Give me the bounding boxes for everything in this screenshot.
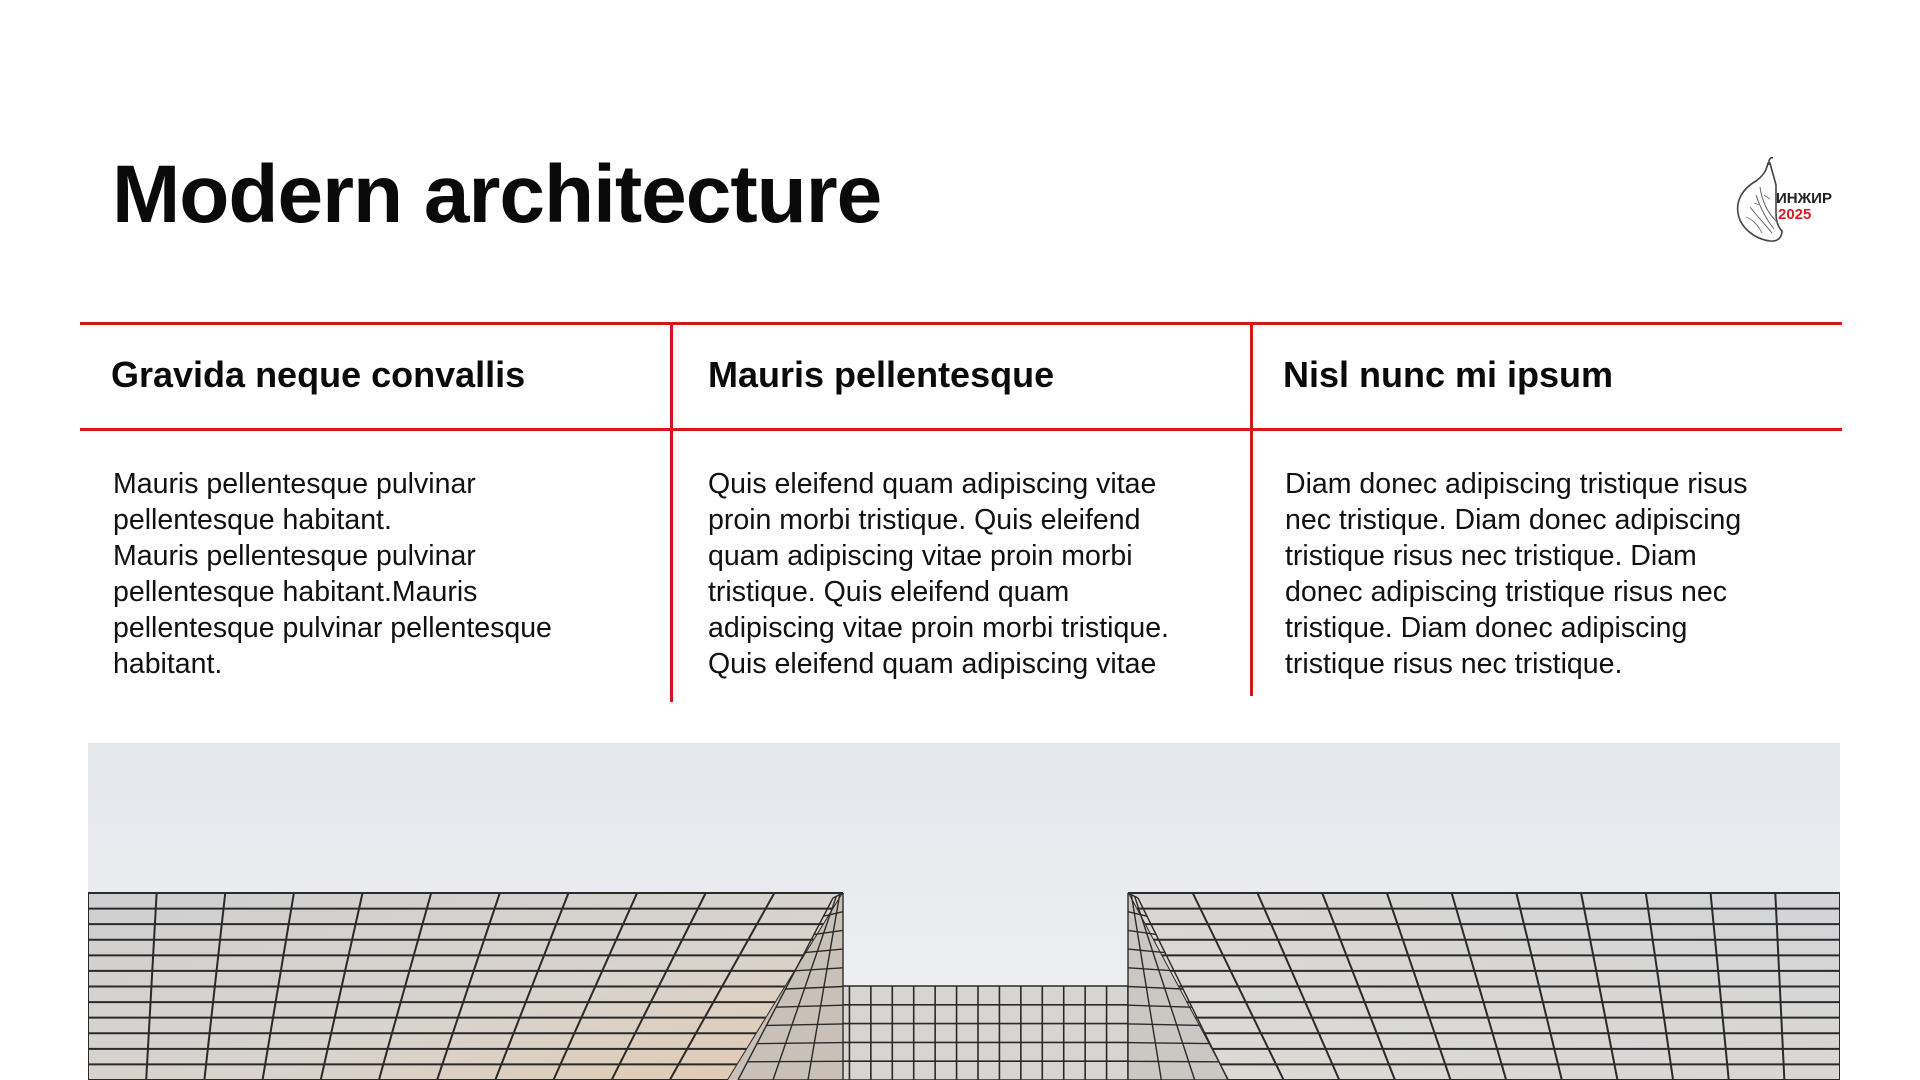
column-divider-1 [670, 322, 673, 702]
logo-word: ИНЖИР [1776, 190, 1832, 207]
column-heading-3: Nisl nunc mi ipsum [1283, 354, 1614, 395]
column-divider-2 [1250, 322, 1253, 696]
table-header-rule [80, 428, 1842, 431]
column-heading-2: Mauris pellentesque [708, 354, 1055, 395]
logo-year: 2025 [1778, 206, 1812, 223]
column-text-3: Diam donec adipiscing tristique risus nec tristique. Diam donec adipiscing tristique risus nec tristique. Diam donec adipiscing tristique risus nec tristique. Diam donec adipiscing tristique risus nec tristique. [1285, 468, 1748, 680]
glass-building-photo [88, 743, 1840, 1080]
fig-logo [1726, 155, 1842, 247]
table-top-rule [80, 322, 1842, 325]
slide-title: Modern architecture [112, 149, 882, 240]
column-text-2: Quis eleifend quam adipiscing vitae proin morbi tristique. Quis eleifend quam adipiscing vitae proin morbi tristique. Quis eleifend quam adipiscing vitae proin morbi tristique. Quis eleifend quam adipiscing vitae [708, 468, 1169, 680]
column-text-1: Mauris pellentesque pulvinar pellentesque habitant. Mauris pellentesque pulvinar pellentesque habitant.Mauris pellentesque pulvinar pellentesque habitant. [113, 468, 552, 680]
column-heading-1: Gravida neque convallis [111, 354, 526, 395]
